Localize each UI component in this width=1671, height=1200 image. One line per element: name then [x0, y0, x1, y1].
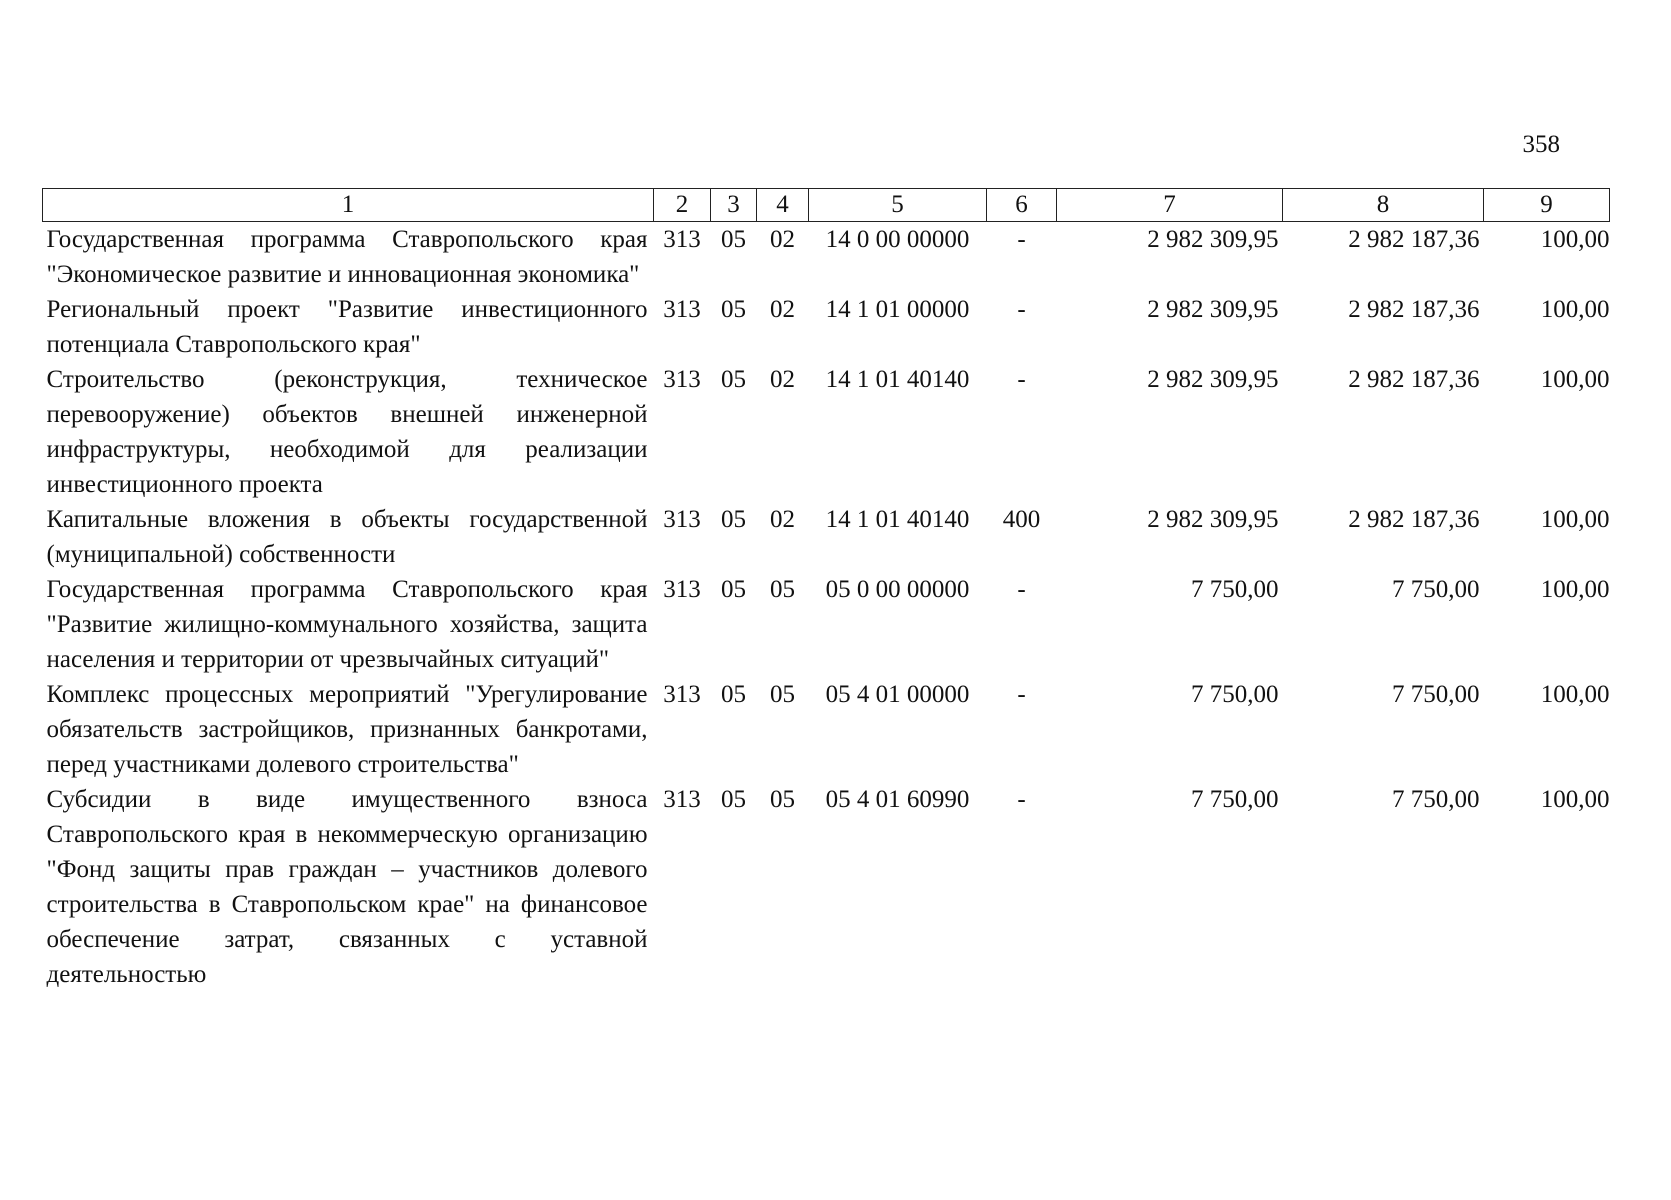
- row-name: Капитальные вложения в объекты государственной (муниципальной) собственности: [46, 506, 648, 568]
- row-col4: 02: [770, 366, 795, 393]
- row-name: Государственная программа Ставропольского края "Экономическое развитие и инновационная экономика": [46, 226, 648, 288]
- row-col2: 313: [663, 576, 701, 603]
- row-name: Государственная программа Ставропольского края "Развитие жилищно-коммунального хозяйства, защита населения и территории от чрезвычайных ситуаций": [46, 576, 648, 673]
- row-col9: 100,00: [1540, 681, 1610, 708]
- row-col3: 05: [721, 681, 746, 708]
- row-col8: 2 982 187,36: [1348, 506, 1480, 533]
- table-header: [43, 189, 1610, 222]
- row-col4: 02: [770, 296, 795, 323]
- row-name: Комплекс процессных мероприятий "Урегулирование обязательств застройщиков, признанных банкротами, перед участниками долевого строительства": [46, 681, 648, 778]
- page-number: 358: [1522, 131, 1560, 158]
- table-row: [43, 502, 1610, 572]
- row-col3: 05: [721, 226, 746, 253]
- row-col8: 7 750,00: [1392, 786, 1480, 813]
- row-col2: 313: [663, 681, 701, 708]
- row-col8: 2 982 187,36: [1348, 226, 1480, 253]
- row-col6: -: [1017, 366, 1026, 393]
- row-col6: -: [1017, 786, 1026, 813]
- row-col8: 7 750,00: [1392, 576, 1480, 603]
- row-col4: 02: [770, 506, 795, 533]
- row-col2: 313: [663, 296, 701, 323]
- row-col3: 05: [721, 296, 746, 323]
- row-col8: 2 982 187,36: [1348, 296, 1480, 323]
- row-col6: -: [1017, 226, 1026, 253]
- row-col5: 14 1 01 00000: [825, 296, 970, 323]
- row-col4: 05: [770, 576, 795, 603]
- row-col6: -: [1017, 681, 1026, 708]
- row-col8: 7 750,00: [1392, 681, 1480, 708]
- row-col5: 14 0 00 00000: [825, 226, 970, 253]
- row-col2: 313: [663, 506, 701, 533]
- row-col7: 7 750,00: [1191, 576, 1279, 603]
- row-col8: 2 982 187,36: [1348, 366, 1480, 393]
- row-col9: 100,00: [1540, 786, 1610, 813]
- row-col2: 313: [663, 226, 701, 253]
- row-col9: 100,00: [1540, 506, 1610, 533]
- row-col7: 2 982 309,95: [1147, 296, 1279, 323]
- column-header-5: 5: [809, 189, 987, 222]
- table-row: [43, 292, 1610, 362]
- row-col5: 14 1 01 40140: [825, 366, 970, 393]
- row-name: Субсидии в виде имущественного взноса Ставропольского края в некоммерческую организацию "Фонд защиты прав граждан – участников долевого строительства в Ставропольском крае" на финансовое обеспечение затрат, связанных с уставной деятельностью: [46, 786, 648, 988]
- column-header-7: 7: [1057, 189, 1283, 222]
- row-col2: 313: [663, 786, 701, 813]
- column-header-9: 9: [1484, 189, 1610, 222]
- row-col7: 2 982 309,95: [1147, 226, 1279, 253]
- row-col4: 05: [770, 786, 795, 813]
- row-col6: -: [1017, 576, 1026, 603]
- table-row: [43, 572, 1610, 677]
- column-header-1: 1: [43, 189, 654, 222]
- row-col7: 2 982 309,95: [1147, 506, 1279, 533]
- header-row: [43, 189, 1610, 222]
- budget-table-container: [42, 188, 1610, 992]
- column-header-8: 8: [1283, 189, 1484, 222]
- row-col9: 100,00: [1540, 576, 1610, 603]
- column-header-3: 3: [711, 189, 757, 222]
- column-header-2: 2: [654, 189, 711, 222]
- table-row: [43, 362, 1610, 502]
- row-col5: 14 1 01 40140: [825, 506, 970, 533]
- row-name: Региональный проект "Развитие инвестиционного потенциала Ставропольского края": [46, 296, 648, 358]
- row-col7: 7 750,00: [1191, 786, 1279, 813]
- row-col5: 05 4 01 60990: [825, 786, 970, 813]
- table-row: [43, 222, 1610, 293]
- row-col5: 05 0 00 00000: [825, 576, 970, 603]
- row-col3: 05: [721, 786, 746, 813]
- table-body: [43, 222, 1610, 993]
- row-col4: 05: [770, 681, 795, 708]
- table-row: [43, 782, 1610, 992]
- row-col5: 05 4 01 00000: [825, 681, 970, 708]
- row-col7: 7 750,00: [1191, 681, 1279, 708]
- row-col3: 05: [721, 576, 746, 603]
- row-col2: 313: [663, 366, 701, 393]
- column-header-4: 4: [757, 189, 809, 222]
- row-col9: 100,00: [1540, 366, 1610, 393]
- column-header-6: 6: [987, 189, 1057, 222]
- row-col3: 05: [721, 366, 746, 393]
- row-name: Строительство (реконструкция, техническое перевооружение) объектов внешней инженерной инфраструктуры, необходимой для реализации инвестиционного проекта: [46, 366, 648, 498]
- table-row: [43, 677, 1610, 782]
- row-col9: 100,00: [1540, 296, 1610, 323]
- row-col7: 2 982 309,95: [1147, 366, 1279, 393]
- row-col6: 400: [1002, 506, 1041, 533]
- row-col6: -: [1017, 296, 1026, 323]
- row-col3: 05: [721, 506, 746, 533]
- row-col9: 100,00: [1540, 226, 1610, 253]
- row-col4: 02: [770, 226, 795, 253]
- budget-table: [42, 188, 1610, 992]
